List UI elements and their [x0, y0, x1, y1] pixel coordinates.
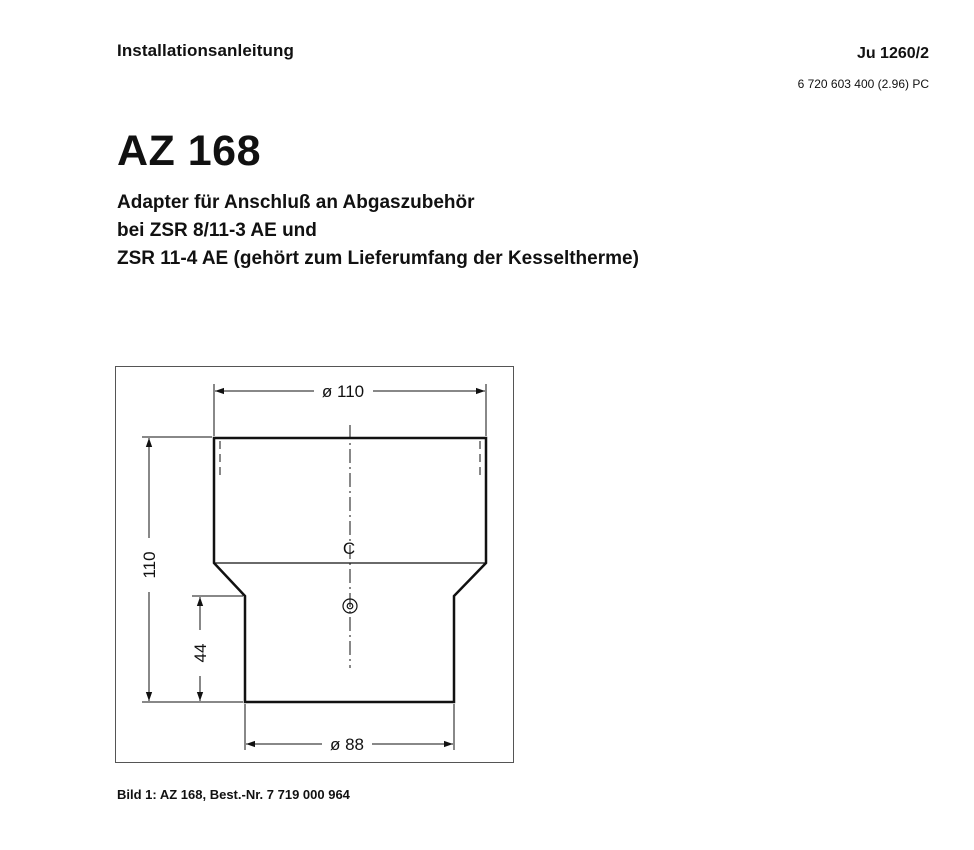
document-code: Ju 1260/2 — [856, 45, 929, 62]
document-type: Installationsanleitung — [117, 41, 294, 60]
lower-height-label: 44 — [191, 643, 210, 663]
center-label: C — [342, 539, 356, 558]
subtitle-line-3: ZSR 11-4 AE (gehört zum Lieferumfang der Kesseltherme) — [117, 248, 639, 269]
document-reference: 6 720 603 400 (2.96) PC — [797, 77, 929, 91]
subtitle-line-2: bei ZSR 8/11-3 AE und — [117, 220, 317, 241]
product-title: AZ 168 — [117, 127, 262, 175]
bottom-diameter-label: ø 88 — [329, 735, 365, 754]
subtitle-line-1: Adapter für Anschluß an Abgaszubehör — [117, 192, 475, 213]
height-label: 110 — [140, 551, 159, 579]
top-diameter-label: ø 110 — [321, 382, 365, 401]
figure-caption: Bild 1: AZ 168, Best.-Nr. 7 719 000 964 — [117, 787, 350, 802]
